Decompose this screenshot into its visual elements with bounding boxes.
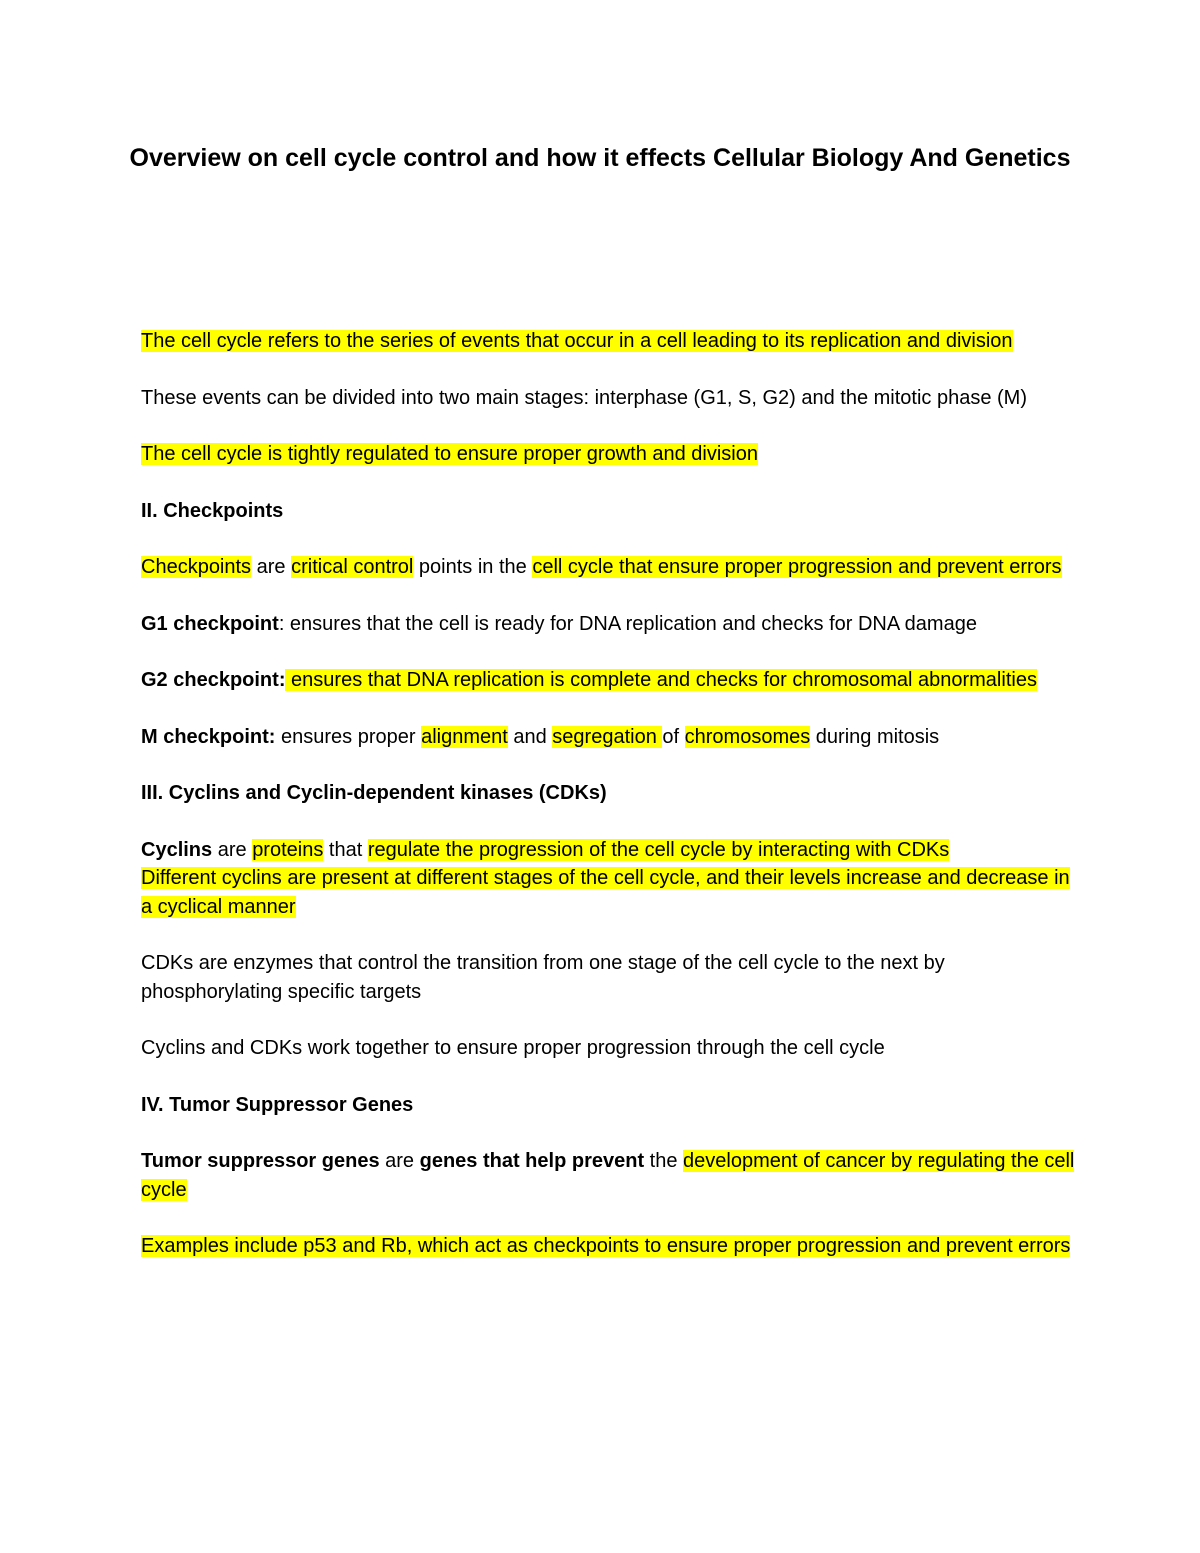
plain-text: during mitosis <box>810 725 940 748</box>
term-label: genes that help prevent <box>419 1150 645 1172</box>
highlighted-text: proteins <box>252 838 324 861</box>
highlighted-text: Checkpoints <box>141 556 252 578</box>
section-heading-tumor <box>141 1091 1076 1120</box>
section-heading-cyclins <box>141 779 1076 808</box>
plain-text: that <box>323 838 368 861</box>
plain-text: and <box>507 725 553 748</box>
term-label: Tumor suppressor genes <box>141 1150 380 1172</box>
plain-text: the <box>644 1150 684 1172</box>
plain-text: : ensures that the cell is ready for DNA replication and checks for DNA damage <box>278 612 977 635</box>
tumor-examples <box>141 1232 1076 1261</box>
term-label: G1 checkpoint <box>141 612 279 635</box>
heading-text: IV. Tumor Suppressor Genes <box>141 1093 414 1116</box>
heading-text: II. Checkpoints <box>141 499 284 522</box>
document-title: Overview on cell cycle control and how it effects Cellular Biology And Genetics <box>129 144 1071 172</box>
g1-checkpoint-item <box>141 610 1076 639</box>
heading-text: III. Cyclins and Cyclin-dependent kinases (CDKs) <box>141 782 607 804</box>
plain-text: are <box>251 556 292 578</box>
term-label: Cyclins <box>141 838 213 861</box>
highlighted-text: critical control <box>291 556 414 578</box>
highlighted-text: The cell cycle is tightly regulated to ensure proper growth and division <box>141 443 758 465</box>
plain-text: points in the <box>413 556 533 578</box>
checkpoints-definition <box>141 553 1076 582</box>
highlighted-text: ensures that DNA replication is complete and checks for chromosomal abnormalities <box>285 669 1037 691</box>
cyclins-cdks-together: Cyclins and CDKs work together to ensure proper progression through the cell cycle <box>141 1037 885 1059</box>
highlighted-text: Different cyclins are present at different stages of the cell cycle, and their levels increase and decrease in a cyclical manner <box>141 867 1070 918</box>
highlighted-text: chromosomes <box>684 725 811 748</box>
intro-paragraph-2: These events can be divided into two main stages: interphase (G1, S, G2) and the mitotic phase (M) <box>141 386 1028 409</box>
highlighted-text: segregation <box>552 725 663 748</box>
plain-text: are <box>212 838 253 861</box>
m-checkpoint-item <box>141 723 1076 752</box>
highlighted-text: regulate the progression of the cell cycle by interacting with CDKs <box>367 838 950 861</box>
intro-paragraph-1 <box>141 327 1076 356</box>
cdks-paragraph: CDKs are enzymes that control the transition from one stage of the cell cycle to the next by phosphorylating specific targets <box>141 952 945 1003</box>
cyclins-levels <box>141 864 1076 921</box>
cyclins-definition <box>141 836 1076 865</box>
highlighted-text: development of cancer by regulating the cell cycle <box>141 1150 1075 1201</box>
document-body <box>141 327 1076 1289</box>
highlighted-text: alignment <box>421 725 508 748</box>
tumor-definition <box>141 1147 1076 1204</box>
highlighted-text: The cell cycle refers to the series of events that occur in a cell leading to its replication and division <box>141 330 1013 352</box>
highlighted-text: cell cycle that ensure proper progression and prevent errors <box>532 556 1062 578</box>
highlighted-text: Examples include p53 and Rb, which act as checkpoints to ensure proper progression and prevent errors <box>141 1235 1071 1257</box>
section-heading-checkpoints <box>141 497 1076 526</box>
g2-checkpoint-item <box>141 666 1076 695</box>
term-label: M checkpoint: <box>141 725 276 748</box>
plain-text: of <box>662 725 685 748</box>
plain-text: are <box>379 1150 420 1172</box>
plain-text: ensures proper <box>275 725 422 748</box>
term-label: G2 checkpoint: <box>141 669 286 691</box>
intro-paragraph-3 <box>141 440 1076 469</box>
